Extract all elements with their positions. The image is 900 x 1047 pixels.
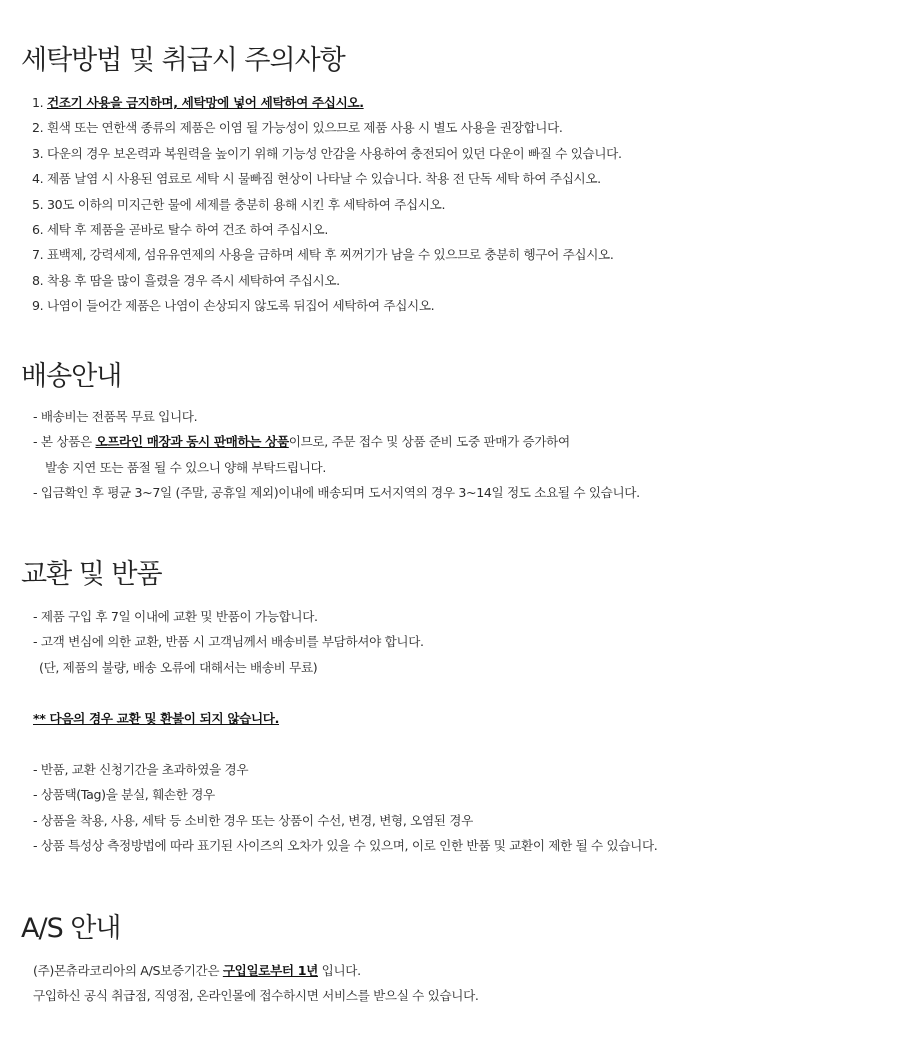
returns-exception-1: - 반품, 교환 신청기간을 초과하였을 경우	[33, 762, 249, 778]
as-item-1: (주)몬츄라코리아의 A/S보증기간은 구입일로부터 1년 입니다.	[33, 963, 361, 978]
washing-item-4: 4. 제품 날염 시 사용된 염료로 세탁 시 물빠짐 현상이 나타날 수 있습니다. 착용 전 단독 세탁 하여 주십시오.	[32, 171, 601, 187]
as-list	[21, 958, 881, 1009]
returns-item-2-note: (단, 제품의 불량, 배송 오류에 대해서는 배송비 무료)	[39, 659, 318, 675]
washing-item-6: 6. 세탁 후 제품을 곧바로 탈수 하여 건조 하여 주십시오.	[32, 222, 328, 238]
shipping-item-2: - 본 상품은 오프라인 매장과 동시 판매하는 상품이므로, 주문 접수 및 상품 준비 도중 판매가 증가하여	[33, 434, 570, 450]
returns-list	[21, 604, 881, 858]
washing-item-1-emphasis: 건조기 사용을 금지하며, 세탁망에 넣어 세탁하여 주십시오.	[46, 95, 364, 110]
shipping-title: 배송안내	[21, 361, 122, 392]
washing-list	[21, 90, 881, 319]
shipping-item-1: - 배송비는 전품목 무료 입니다.	[33, 409, 198, 424]
washing-title: 세탁방법 및 취급시 주의사항	[21, 45, 345, 76]
washing-item-2: 2. 흰색 또는 연한색 종류의 제품은 이염 될 가능성이 있으므로 제품 사용 시 별도 사용을 권장합니다.	[32, 120, 563, 136]
washing-item-1: 1. 건조기 사용을 금지하며, 세탁망에 넣어 세탁하여 주십시오.	[32, 95, 364, 110]
returns-section	[21, 558, 881, 858]
shipping-item-3: - 입금확인 후 평균 3~7일 (주말, 공휴일 제외)이내에 배송되며 도서지역의 경우 3~14일 정도 소요될 수 있습니다.	[33, 484, 640, 500]
as-item-2: 구입하신 공식 취급점, 직영점, 온라인몰에 접수하시면 서비스를 받으실 수 있습니다.	[33, 988, 479, 1004]
returns-exception-4: - 상품 특성상 측정방법에 따라 표기된 사이즈의 오차가 있을 수 있으며, 이로 인한 반품 및 교환이 제한 될 수 있습니다.	[33, 838, 658, 854]
shipping-section	[21, 360, 881, 505]
returns-exception-2: - 상품택(Tag)을 분실, 훼손한 경우	[33, 787, 215, 803]
returns-item-2: - 고객 변심에 의한 교환, 반품 시 고객님께서 배송비를 부담하셔야 합니다.	[33, 634, 424, 650]
shipping-item-2-emphasis: 오프라인 매장과 동시 판매하는 상품	[95, 434, 289, 450]
washing-item-3: 3. 다운의 경우 보온력과 복원력을 높이기 위해 기능성 안감을 사용하여 충전되어 있던 다운이 빠질 수 있습니다.	[32, 145, 622, 161]
returns-title: 교환 및 반품	[21, 559, 162, 590]
washing-item-7: 7. 표백제, 강력세제, 섬유유연제의 사용을 금하며 세탁 후 찌꺼기가 남을 수 있으므로 충분히 헹구어 주십시오.	[32, 247, 614, 263]
as-section	[21, 912, 881, 1009]
as-title: A/S 안내	[21, 913, 121, 944]
washing-section	[21, 44, 881, 319]
washing-item-9: 9. 나염이 들어간 제품은 나염이 손상되지 않도록 뒤집어 세탁하여 주십시오.	[32, 298, 435, 314]
returns-exception-3: - 상품을 착용, 사용, 세탁 등 소비한 경우 또는 상품이 수선, 변경, 변형, 오염된 경우	[33, 812, 473, 828]
shipping-list	[21, 404, 881, 505]
washing-item-5: 5. 30도 이하의 미지근한 물에 세제를 충분히 용해 시킨 후 세탁하여 주십시오.	[32, 196, 446, 212]
returns-exceptions-heading: ** 다음의 경우 교환 및 환불이 되지 않습니다.	[33, 710, 280, 726]
shipping-item-2-cont: 발송 지연 또는 품절 될 수 있으니 양해 부탁드립니다.	[45, 459, 327, 475]
returns-item-1: - 제품 구입 후 7일 이내에 교환 및 반품이 가능합니다.	[33, 609, 318, 624]
as-warranty-period: 구입일로부터 1년	[222, 963, 318, 978]
washing-item-8: 8. 착용 후 땀을 많이 흘렸을 경우 즉시 세탁하여 주십시오.	[32, 272, 340, 288]
